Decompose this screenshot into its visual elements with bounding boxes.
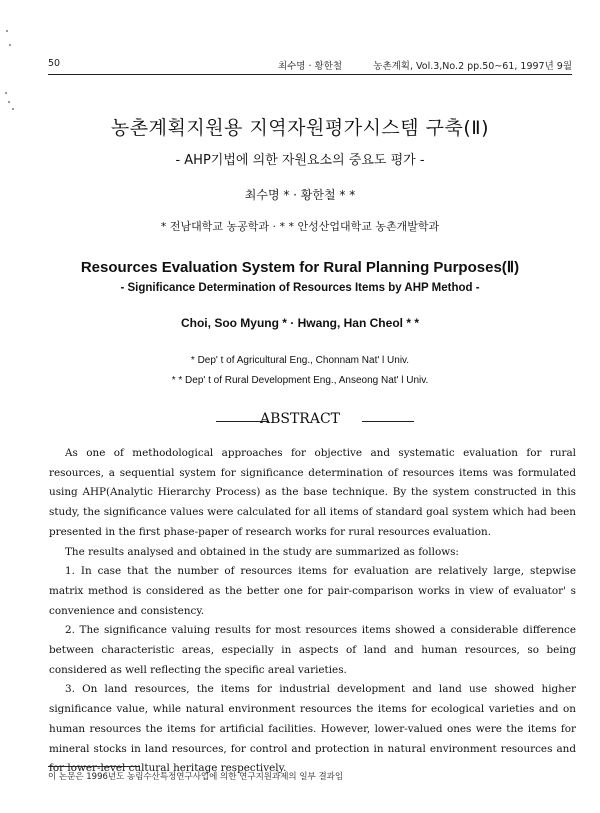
abstract-paragraph: 1. In case that the number of resources items for evaluation are relatively large, stepwise matrix method is considered as the better one for pair-comparison works in view of evaluator' s convenience and consistency. [49, 565, 576, 617]
english-authors: Choi, Soo Myung * · Hwang, Han Cheol * * [180, 316, 419, 330]
korean-affiliations: * 전남대학교 농공학과 · * * 안성산업대학교 농촌개발학과 [160, 220, 440, 233]
korean-subtitle: - AHP기법에 의한 자원요소의 중요도 평가 - [175, 153, 425, 168]
english-affiliation-1: * Dep' t of Agricultural Eng., Chonnam Nat' l Univ. [190, 355, 410, 366]
scan-speck [8, 101, 10, 103]
journal-citation: 농촌계획, Vol.3,No.2 pp.50~61, 1997년 9월 [373, 61, 572, 72]
header-rule [48, 74, 572, 75]
scan-speck [12, 108, 14, 110]
scan-speck [6, 30, 8, 32]
abstract-heading-text: ABSTRACT [259, 411, 341, 427]
korean-title: 농촌계획지원용 지역자원평가시스템 구축(Ⅱ) [110, 117, 490, 139]
english-affiliation-2: * * Dep' t of Rural Development Eng., Anseong Nat' l Univ. [171, 375, 429, 386]
running-authors: 최수명 · 황한철 [277, 61, 343, 72]
abstract-paragraph: As one of methodological approaches for objective and systematic evaluation for rural resources, a sequential system for significance determination of resources items was formulated using AHP(Analytic Hierarchy Process) as the base technique. By the system constructed in this study, the significance values were calculated for all items of standard goal system which had been presented in the first phase-paper of research works for rural resources evaluation. [49, 447, 576, 538]
page-number: 50 [48, 58, 61, 69]
footnote-rule [48, 766, 140, 767]
abstract-paragraph: 2. The significance valuing results for most resources items showed a considerable difference between characteristic areas, especially in aspects of land and human resources, so being considered as well reflecting the specific areal varieties. [49, 624, 576, 676]
scan-speck [5, 92, 7, 94]
abstract-body [49, 444, 576, 779]
footnote: 이 논문은 1996년도 농림수산특정연구사업에 의한 연구지원과제의 일부 결과임 [48, 772, 344, 782]
english-subtitle: - Significance Determination of Resources Items by AHP Method - [120, 282, 480, 294]
heading-rule-right [362, 421, 414, 422]
abstract-paragraph: The results analysed and obtained in the study are summarized as follows: [65, 545, 459, 558]
scan-speck [9, 44, 11, 46]
abstract-heading [0, 411, 600, 431]
running-header [48, 58, 572, 74]
korean-authors: 최수명 * · 황한철 * * [244, 188, 356, 202]
abstract-paragraph: 3. On land resources, the items for industrial development and land use showed higher significance value, while natural environment resources the items for ecological varieties and on human resources the items for artificial facilities. However, lower-valued ones were the items for mineral stocks in land resources, for control and protection in natural environment resources and for lower-level cultural heritage respectively. [49, 683, 576, 775]
english-title: Resources Evaluation System for Rural Planning Purposes(Ⅱ) [80, 259, 520, 276]
